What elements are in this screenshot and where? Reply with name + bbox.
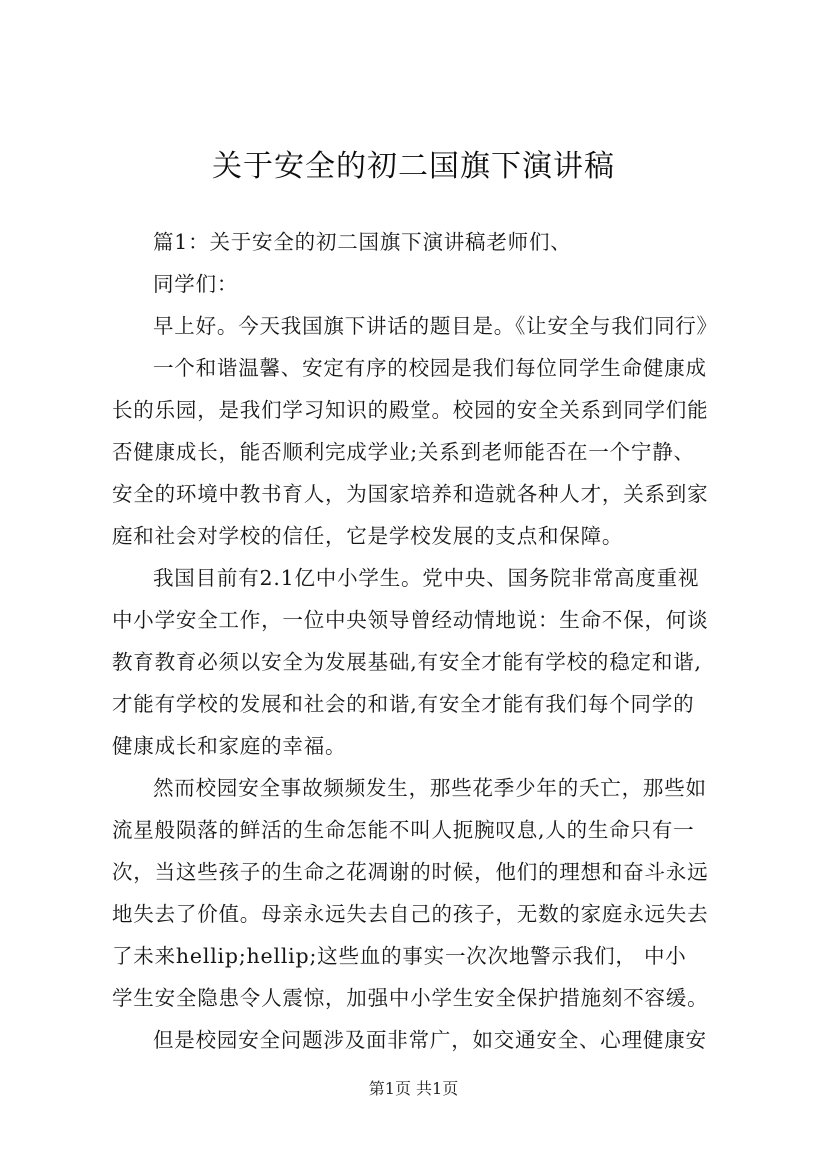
text-line: 篇1：关于安全的初二国旗下演讲稿老师们、: [153, 230, 572, 254]
text-line: 我国目前有2.1亿中小学生。党中央、国务院非常高度重视: [153, 566, 700, 590]
paragraph: [112, 557, 742, 767]
text-line: 同学们：: [153, 272, 239, 296]
paragraph: [112, 1019, 742, 1061]
text-line: 教育教育必须以安全为发展基础,有安全才能有学校的稳定和谐,: [112, 650, 702, 674]
text-line: 了未来hellip;hellip;这些血的事实一次次地警示我们， 中小: [112, 944, 687, 968]
paragraph: [112, 263, 742, 305]
text-line: 地失去了价值。母亲永远失去自己的孩子，无数的家庭永远失去: [112, 902, 709, 926]
paragraph: [112, 221, 742, 263]
text-line: 否健康成长，能否顺利完成学业;关系到老师能否在一个宁静、: [112, 440, 695, 464]
text-line: 长的乐园，是我们学习知识的殿堂。校园的安全关系到同学们能: [112, 398, 709, 422]
paragraph: [112, 305, 742, 347]
text-line: 庭和社会对学校的信任，它是学校发展的支点和保障。: [112, 524, 624, 548]
text-line: 一个和谐温馨、安定有序的校园是我们每位同学生命健康成: [153, 356, 707, 380]
document-title: 关于安全的初二国旗下演讲稿: [212, 149, 615, 184]
text-line: 但是校园安全问题涉及面非常广，如交通安全、心理健康安: [153, 1028, 707, 1052]
text-line: 中小学安全工作，一位中央领导曾经动情地说：生命不保，何谈: [112, 608, 709, 632]
paragraph: [112, 767, 742, 1019]
text-line: 早上好。今天我国旗下讲话的题目是。《让安全与我们同行》: [153, 314, 718, 338]
text-line: 才能有学校的发展和社会的和谐,有安全才能有我们每个同学的: [112, 692, 695, 716]
text-line: 然而校园安全事故频频发生，那些花季少年的夭亡，那些如: [153, 776, 707, 800]
document-body: [112, 221, 742, 1061]
text-line: 安全的环境中教书育人，为国家培养和造就各种人才，关系到家: [112, 482, 709, 506]
page-footer: 第1页 共1页: [368, 1079, 459, 1098]
text-line: 次，当这些孩子的生命之花凋谢的时候，他们的理想和奋斗永远: [112, 860, 709, 884]
text-line: 流星般陨落的鲜活的生命怎能不叫人扼腕叹息,人的生命只有一: [112, 818, 695, 842]
paragraph: [112, 347, 742, 557]
text-line: 学生安全隐患令人震惊，加强中小学生安全保护措施刻不容缓。: [112, 986, 709, 1010]
text-line: 健康成长和家庭的幸福。: [112, 734, 347, 758]
